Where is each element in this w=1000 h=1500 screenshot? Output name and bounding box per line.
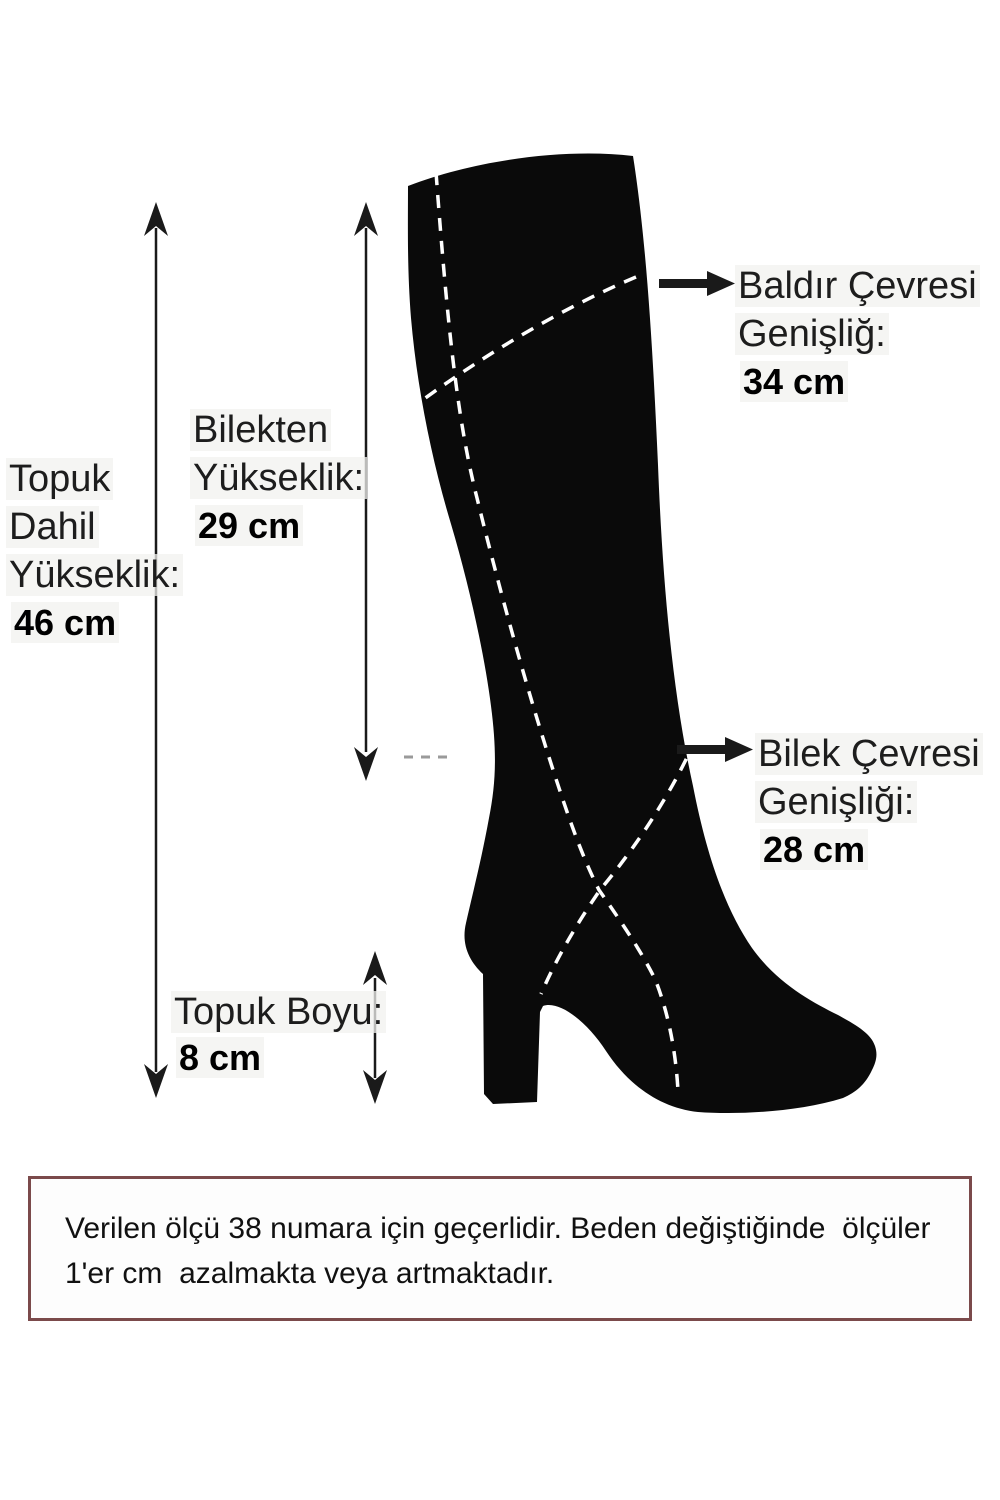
label-text: Baldır Çevresi <box>735 265 980 307</box>
ankle-width-pointer-arrow <box>677 737 753 762</box>
total-height-arrow <box>144 202 168 1098</box>
label-line <box>190 454 367 502</box>
label-line <box>6 503 183 551</box>
size-note-box <box>28 1176 972 1321</box>
label-line <box>735 310 980 358</box>
measurement-value: 34 cm <box>735 358 980 406</box>
label-text: Topuk Boyu: <box>171 991 386 1033</box>
label-text: Dahil <box>6 506 99 548</box>
measurement-value: 46 cm <box>6 599 183 647</box>
size-note-line: 1'er cm azalmakta veya artmaktadır. <box>65 1257 555 1290</box>
label-line <box>755 730 983 778</box>
calf-width-pointer-arrow <box>659 271 735 296</box>
down-arrowhead-icon <box>354 747 378 781</box>
right-arrow-shaft <box>659 279 707 288</box>
label-text: Yükseklik: <box>6 554 183 596</box>
label-text: Bilek Çevresi <box>755 733 983 775</box>
label-text: Bilekten <box>190 409 331 451</box>
label-line <box>190 406 367 454</box>
measurement-value: 29 cm <box>190 502 367 550</box>
label-line <box>755 778 983 826</box>
right-arrow-shaft <box>677 745 725 754</box>
ankle-width-label <box>755 730 983 874</box>
label-line <box>171 990 386 1035</box>
label-line <box>6 551 183 599</box>
label-text: Genişliği: <box>755 781 917 823</box>
shaft-height-label <box>190 406 367 550</box>
right-arrowhead-icon <box>707 271 735 296</box>
label-text: Yükseklik: <box>190 457 367 499</box>
heel-height-label <box>171 990 386 1080</box>
total-height-label <box>6 455 183 647</box>
right-arrowhead-icon <box>725 737 753 762</box>
calf-width-label <box>735 262 980 406</box>
label-text: Genişliğ: <box>735 313 889 355</box>
label-text: Topuk <box>6 458 113 500</box>
measurement-value: 28 cm <box>755 826 983 874</box>
label-line <box>6 455 183 503</box>
measurement-value: 8 cm <box>171 1035 386 1080</box>
size-note-line: Verilen ölçü 38 numara için geçerlidir. Beden değiştiğinde ölçüler <box>65 1212 931 1245</box>
label-line <box>735 262 980 310</box>
